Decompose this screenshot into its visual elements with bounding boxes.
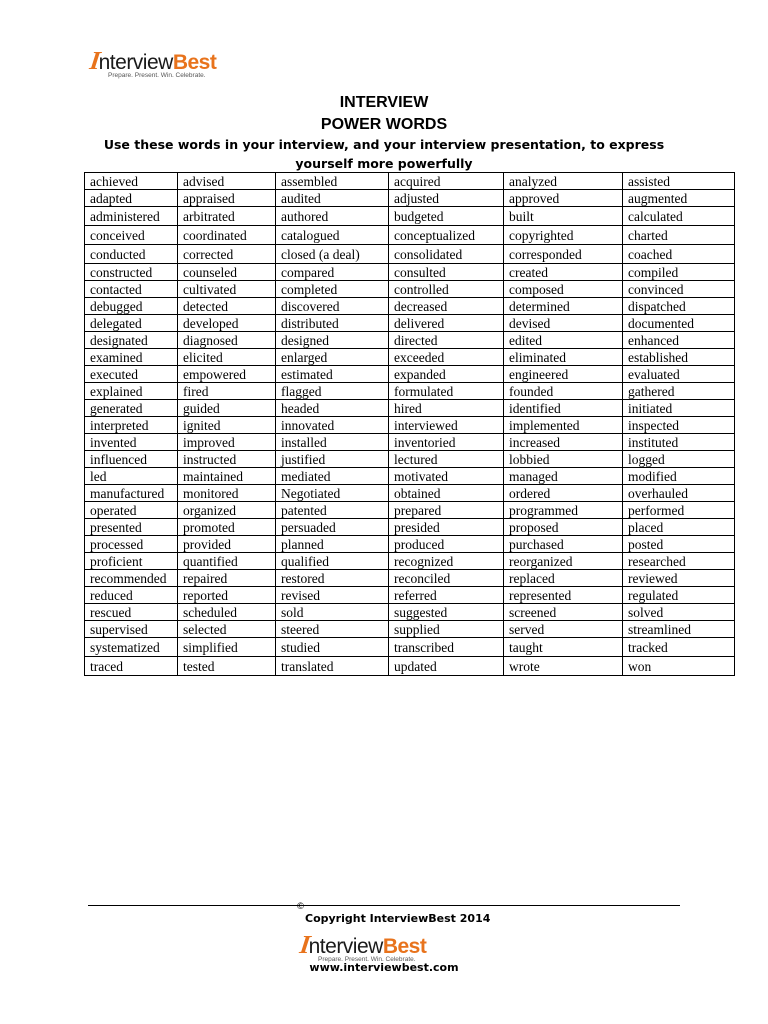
table-cell: proficient (85, 553, 178, 570)
table-cell: processed (85, 536, 178, 553)
table-cell: built (504, 207, 623, 226)
table-cell: scheduled (178, 604, 276, 621)
table-cell: hired (389, 400, 504, 417)
table-cell: mediated (276, 468, 389, 485)
table-cell: reported (178, 587, 276, 604)
table-cell: composed (504, 281, 623, 298)
footer-divider (88, 905, 680, 906)
table-cell: enlarged (276, 349, 389, 366)
table-cell: regulated (623, 587, 735, 604)
table-cell: wrote (504, 657, 623, 676)
intro-text: Use these words in your interview, and your interview presentation, to express yourself more powerfully (103, 137, 665, 171)
table-cell: arbitrated (178, 207, 276, 226)
table-cell: exceeded (389, 349, 504, 366)
power-words-table-body (85, 173, 735, 676)
table-cell: studied (276, 638, 389, 657)
table-cell: purchased (504, 536, 623, 553)
table-cell: selected (178, 621, 276, 638)
table-cell: persuaded (276, 519, 389, 536)
table-cell: steered (276, 621, 389, 638)
table-cell: formulated (389, 383, 504, 400)
table-cell: served (504, 621, 623, 638)
table-row (85, 502, 735, 519)
table-cell: detected (178, 298, 276, 315)
table-cell: reconciled (389, 570, 504, 587)
table-cell: lobbied (504, 451, 623, 468)
table-cell: constructed (85, 264, 178, 281)
table-cell: coordinated (178, 226, 276, 245)
table-cell: presided (389, 519, 504, 536)
table-cell: posted (623, 536, 735, 553)
table-cell: directed (389, 332, 504, 349)
page-title-line-2: POWER WORDS (320, 116, 448, 133)
table-cell: traced (85, 657, 178, 676)
table-cell: instructed (178, 451, 276, 468)
table-cell: supervised (85, 621, 178, 638)
table-cell: manufactured (85, 485, 178, 502)
table-cell: generated (85, 400, 178, 417)
logo-tagline: Prepare. Present. Win. Celebrate. (108, 72, 206, 79)
table-cell: cultivated (178, 281, 276, 298)
table-cell: screened (504, 604, 623, 621)
table-cell: organized (178, 502, 276, 519)
table-cell: Negotiated (276, 485, 389, 502)
table-cell: acquired (389, 173, 504, 190)
table-cell: updated (389, 657, 504, 676)
table-cell: fired (178, 383, 276, 400)
table-cell: appraised (178, 190, 276, 207)
table-row (85, 264, 735, 281)
table-cell: supplied (389, 621, 504, 638)
table-cell: adjusted (389, 190, 504, 207)
table-cell: empowered (178, 366, 276, 383)
table-cell: produced (389, 536, 504, 553)
logo-word: nterview (98, 51, 173, 74)
logo-wordmark (88, 46, 217, 75)
table-row (85, 366, 735, 383)
table-cell: closed (a deal) (276, 245, 389, 264)
table-cell: represented (504, 587, 623, 604)
table-cell: planned (276, 536, 389, 553)
table-cell: established (623, 349, 735, 366)
table-cell: innovated (276, 417, 389, 434)
table-row (85, 207, 735, 226)
table-cell: promoted (178, 519, 276, 536)
table-cell: developed (178, 315, 276, 332)
table-cell: tested (178, 657, 276, 676)
table-cell: copyrighted (504, 226, 623, 245)
table-cell: reduced (85, 587, 178, 604)
table-row (85, 638, 735, 657)
table-cell: elicited (178, 349, 276, 366)
table-cell: systematized (85, 638, 178, 657)
table-cell: flagged (276, 383, 389, 400)
table-cell: delegated (85, 315, 178, 332)
table-cell: authored (276, 207, 389, 226)
table-cell: expanded (389, 366, 504, 383)
table-cell: motivated (389, 468, 504, 485)
table-cell: adapted (85, 190, 178, 207)
footer-logo-word: nterview (308, 935, 383, 958)
table-cell: reviewed (623, 570, 735, 587)
table-cell: counseled (178, 264, 276, 281)
table-row (85, 349, 735, 366)
table-row (85, 434, 735, 451)
table-cell: performed (623, 502, 735, 519)
table-cell: estimated (276, 366, 389, 383)
table-cell: determined (504, 298, 623, 315)
table-row (85, 281, 735, 298)
table-cell: devised (504, 315, 623, 332)
table-cell: quantified (178, 553, 276, 570)
table-row (85, 332, 735, 349)
table-cell: prepared (389, 502, 504, 519)
table-cell: compared (276, 264, 389, 281)
table-cell: approved (504, 190, 623, 207)
table-cell: budgeted (389, 207, 504, 226)
table-cell: solved (623, 604, 735, 621)
table-cell: ordered (504, 485, 623, 502)
footer-logo-accent: Best (382, 935, 427, 958)
table-cell: qualified (276, 553, 389, 570)
table-cell: operated (85, 502, 178, 519)
table-cell: audited (276, 190, 389, 207)
table-cell: edited (504, 332, 623, 349)
table-cell: augmented (623, 190, 735, 207)
table-cell: conducted (85, 245, 178, 264)
table-row (85, 451, 735, 468)
table-cell: led (85, 468, 178, 485)
table-cell: charted (623, 226, 735, 245)
table-cell: discovered (276, 298, 389, 315)
table-cell: won (623, 657, 735, 676)
table-cell: executed (85, 366, 178, 383)
table-cell: presented (85, 519, 178, 536)
table-cell: suggested (389, 604, 504, 621)
table-cell: advised (178, 173, 276, 190)
table-cell: reorganized (504, 553, 623, 570)
table-cell: identified (504, 400, 623, 417)
table-row (85, 400, 735, 417)
table-row (85, 315, 735, 332)
logo-accent: Best (172, 51, 217, 74)
table-cell: inventoried (389, 434, 504, 451)
table-cell: administered (85, 207, 178, 226)
table-row (85, 519, 735, 536)
table-cell: logged (623, 451, 735, 468)
table-cell: taught (504, 638, 623, 657)
table-cell: replaced (504, 570, 623, 587)
table-cell: compiled (623, 264, 735, 281)
table-cell: instituted (623, 434, 735, 451)
table-cell: sold (276, 604, 389, 621)
table-row (85, 485, 735, 502)
table-cell: ignited (178, 417, 276, 434)
table-cell: improved (178, 434, 276, 451)
table-cell: maintained (178, 468, 276, 485)
table-cell: headed (276, 400, 389, 417)
table-row (85, 298, 735, 315)
table-cell: created (504, 264, 623, 281)
power-words-table (84, 172, 735, 676)
table-cell: consolidated (389, 245, 504, 264)
table-cell: proposed (504, 519, 623, 536)
website-link[interactable]: www.interviewbest.com (309, 961, 459, 974)
table-cell: dispatched (623, 298, 735, 315)
interviewbest-logo (88, 46, 217, 79)
table-cell: monitored (178, 485, 276, 502)
table-cell: obtained (389, 485, 504, 502)
footer-logo-tagline: Prepare. Present. Win. Celebrate. (318, 956, 416, 963)
table-cell: transcribed (389, 638, 504, 657)
table-cell: designed (276, 332, 389, 349)
table-cell: restored (276, 570, 389, 587)
table-cell: invented (85, 434, 178, 451)
table-cell: translated (276, 657, 389, 676)
table-cell: increased (504, 434, 623, 451)
table-cell: founded (504, 383, 623, 400)
table-cell: catalogued (276, 226, 389, 245)
table-cell: researched (623, 553, 735, 570)
table-cell: guided (178, 400, 276, 417)
table-cell: designated (85, 332, 178, 349)
table-row (85, 657, 735, 676)
table-cell: achieved (85, 173, 178, 190)
table-cell: interviewed (389, 417, 504, 434)
logo-mark: I (88, 46, 102, 75)
table-cell: eliminated (504, 349, 623, 366)
table-cell: gathered (623, 383, 735, 400)
table-row (85, 226, 735, 245)
table-cell: decreased (389, 298, 504, 315)
table-cell: recognized (389, 553, 504, 570)
table-cell: influenced (85, 451, 178, 468)
table-cell: calculated (623, 207, 735, 226)
table-cell: corrected (178, 245, 276, 264)
copyright-symbol: © (296, 902, 305, 912)
table-row (85, 587, 735, 604)
footer-logo-mark: I (298, 930, 312, 959)
table-cell: evaluated (623, 366, 735, 383)
table-cell: conceptualized (389, 226, 504, 245)
table-cell: examined (85, 349, 178, 366)
table-row (85, 604, 735, 621)
table-cell: placed (623, 519, 735, 536)
table-row (85, 417, 735, 434)
table-cell: coached (623, 245, 735, 264)
table-cell: justified (276, 451, 389, 468)
table-cell: delivered (389, 315, 504, 332)
table-cell: programmed (504, 502, 623, 519)
table-row (85, 621, 735, 638)
table-cell: tracked (623, 638, 735, 657)
table-cell: distributed (276, 315, 389, 332)
table-cell: rescued (85, 604, 178, 621)
table-cell: documented (623, 315, 735, 332)
table-row (85, 553, 735, 570)
table-cell: assembled (276, 173, 389, 190)
table-cell: conceived (85, 226, 178, 245)
table-row (85, 570, 735, 587)
table-cell: inspected (623, 417, 735, 434)
table-cell: provided (178, 536, 276, 553)
table-cell: patented (276, 502, 389, 519)
table-cell: enhanced (623, 332, 735, 349)
table-cell: interpreted (85, 417, 178, 434)
table-cell: debugged (85, 298, 178, 315)
table-cell: repaired (178, 570, 276, 587)
table-cell: diagnosed (178, 332, 276, 349)
table-cell: consulted (389, 264, 504, 281)
table-row (85, 173, 735, 190)
table-row (85, 190, 735, 207)
table-cell: lectured (389, 451, 504, 468)
table-cell: overhauled (623, 485, 735, 502)
table-cell: contacted (85, 281, 178, 298)
table-row (85, 536, 735, 553)
table-cell: engineered (504, 366, 623, 383)
table-cell: controlled (389, 281, 504, 298)
table-cell: installed (276, 434, 389, 451)
table-cell: assisted (623, 173, 735, 190)
table-row (85, 245, 735, 264)
table-cell: corresponded (504, 245, 623, 264)
table-cell: managed (504, 468, 623, 485)
table-cell: modified (623, 468, 735, 485)
table-cell: convinced (623, 281, 735, 298)
table-cell: streamlined (623, 621, 735, 638)
table-cell: simplified (178, 638, 276, 657)
table-cell: completed (276, 281, 389, 298)
page-title-line-1: INTERVIEW (339, 94, 429, 111)
table-cell: initiated (623, 400, 735, 417)
table-cell: revised (276, 587, 389, 604)
table-cell: analyzed (504, 173, 623, 190)
table-cell: recommended (85, 570, 178, 587)
table-row (85, 383, 735, 400)
table-cell: implemented (504, 417, 623, 434)
footer-interviewbest-logo (298, 930, 427, 963)
footer-logo-wordmark (298, 930, 427, 959)
table-row (85, 468, 735, 485)
table-cell: referred (389, 587, 504, 604)
table-cell: explained (85, 383, 178, 400)
copyright-text: Copyright InterviewBest 2014 (305, 912, 491, 925)
